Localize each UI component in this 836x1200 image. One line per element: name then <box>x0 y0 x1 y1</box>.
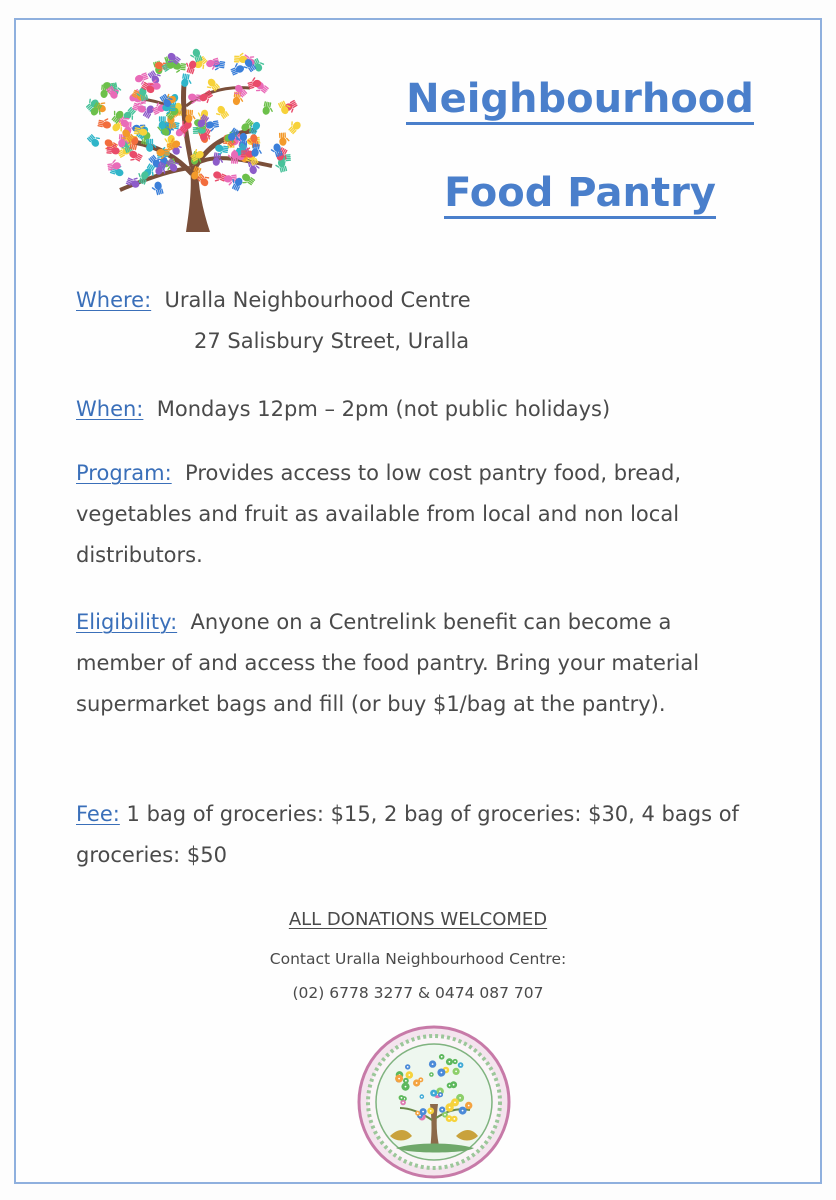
program-section <box>76 453 766 576</box>
when-label: When: <box>76 397 144 421</box>
when-section <box>76 389 766 430</box>
eligibility-label: Eligibility: <box>76 610 178 634</box>
fee-label: Fee: <box>76 802 120 826</box>
title-line-1 <box>360 76 800 125</box>
title-line-2 <box>360 170 800 219</box>
program-label: Program: <box>76 461 172 485</box>
where-line-1 <box>76 280 766 321</box>
tree-emblem-icon <box>356 1024 512 1180</box>
where-venue: Uralla Neighbourhood Centre <box>164 288 471 312</box>
where-address: 27 Salisbury Street, Uralla <box>194 329 470 353</box>
tree-of-hands-icon <box>86 46 302 232</box>
contact-line: Contact Uralla Neighbourhood Centre: <box>269 950 567 968</box>
when-text: Mondays 12pm – 2pm (not public holidays) <box>156 397 611 421</box>
eligibility-section <box>76 602 766 725</box>
where-label: Where: <box>76 288 152 312</box>
fee-text: 1 bag of groceries: $15, 2 bag of groceries: $30, 4 bags of groceries: $50 <box>76 802 739 867</box>
program-text: Provides access to low cost pantry food, bread, vegetables and fruit as available from local and non local distributors. <box>76 461 682 567</box>
where-section <box>76 280 766 362</box>
eligibility-text: Anyone on a Centrelink benefit can become a member of and access the food pantry. Bring your material supermarket bags and fill (or buy $1/bag at the pantry). <box>76 610 700 716</box>
contact-phones: (02) 6778 3277 & 0474 087 707 <box>292 984 544 1002</box>
donations-heading: ALL DONATIONS WELCOMED <box>288 909 548 930</box>
fee-section <box>76 794 766 876</box>
title-food-pantry: Food Pantry <box>444 171 716 219</box>
title-neighbourhood: Neighbourhood <box>406 77 754 125</box>
